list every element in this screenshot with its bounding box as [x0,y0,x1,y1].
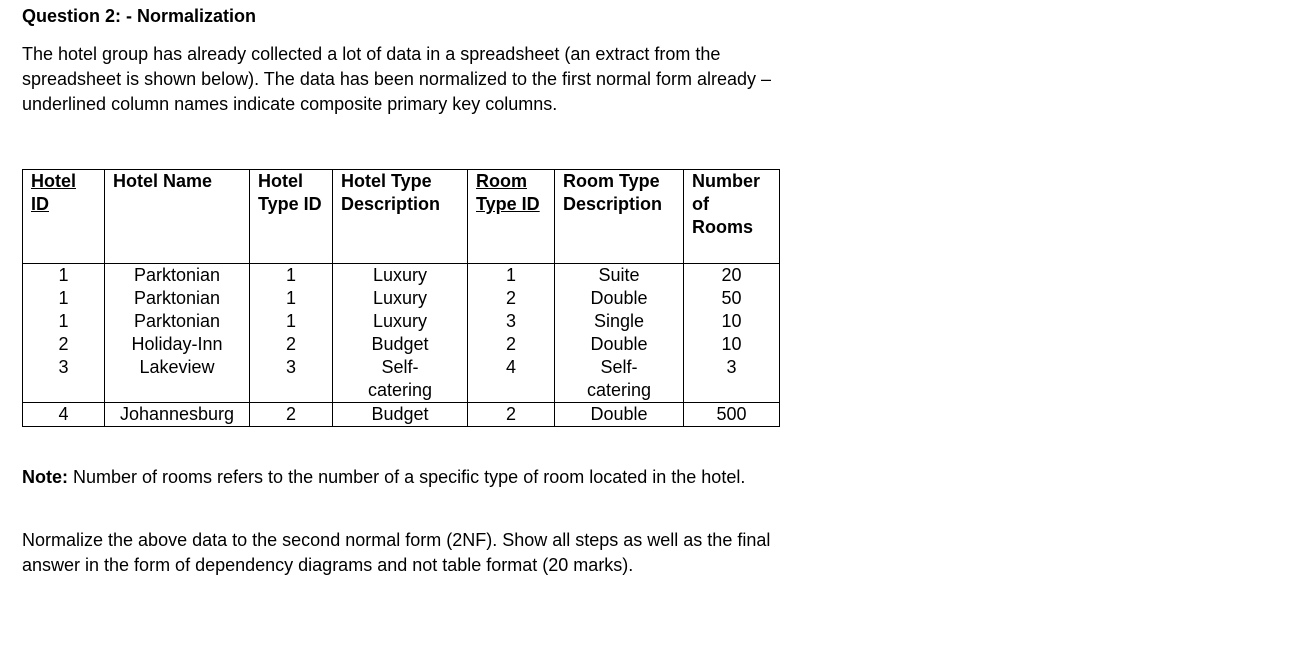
cell-hotel-type-description: Luxury [333,287,468,310]
hotel-data-table [22,169,780,427]
cell-hotel-id: 2 [23,333,105,356]
cell-room-type-id: 2 [468,287,555,310]
cell-room-type-description: Suite [555,264,684,288]
cell-number-of-rooms: 50 [684,287,780,310]
cell-hotel-id: 1 [23,287,105,310]
cell-room-type-description: Single [555,310,684,333]
cell-hotel-type-description: Budget [333,403,468,427]
cell-room-type-id: 2 [468,333,555,356]
col-header-room-type-id: Room Type ID [468,170,555,264]
cell-number-of-rooms: 10 [684,333,780,356]
cell-number-of-rooms: 500 [684,403,780,427]
cell-number-of-rooms: 10 [684,310,780,333]
cell-hotel-type-description: Luxury [333,264,468,288]
cell-hotel-name: Holiday-Inn [105,333,250,356]
cell-hotel-id: 1 [23,310,105,333]
task-paragraph: Normalize the above data to the second normal form (2NF). Show all steps as well as the final answer in the form of dependency diagrams and not table format (20 marks). [22,530,771,575]
col-header-hotel-type-description: Hotel Type Description [333,170,468,264]
note-label: Note: [22,467,68,487]
table-row [23,403,780,427]
question-heading: Question 2: - Normalization [22,6,257,26]
table-row [23,310,780,333]
cell-hotel-name: Parktonian [105,310,250,333]
cell-hotel-id: 1 [23,264,105,288]
cell-hotel-type-description: Budget [333,333,468,356]
table-row [23,333,780,356]
note-text: Number of rooms refers to the number of a specific type of room located in the hotel. [68,467,746,487]
cell-room-type-id: 2 [468,403,555,427]
cell-room-type-description: Double [555,333,684,356]
col-header-hotel-type-id: Hotel Type ID [250,170,333,264]
cell-number-of-rooms: 20 [684,264,780,288]
cell-hotel-type-id: 1 [250,264,333,288]
cell-hotel-type-id: 2 [250,333,333,356]
col-header-hotel-id: Hotel ID [23,170,105,264]
intro-paragraph: The hotel group has already collected a lot of data in a spreadsheet (an extract from the spreadsheet is shown below). The data has been normalized to the first normal form already – underlined column names indicate composite primary key columns. [22,44,772,114]
cell-room-type-id: 4 [468,356,555,403]
cell-hotel-type-id: 1 [250,287,333,310]
cell-hotel-name: Parktonian [105,264,250,288]
cell-hotel-type-id: 3 [250,356,333,403]
col-header-room-type-description: Room Type Description [555,170,684,264]
table-row [23,264,780,288]
table-header-row [23,170,780,264]
cell-room-type-id: 1 [468,264,555,288]
cell-hotel-type-id: 2 [250,403,333,427]
cell-number-of-rooms: 3 [684,356,780,403]
col-header-hotel-name: Hotel Name [105,170,250,264]
table-row [23,356,780,403]
cell-room-type-description: Double [555,403,684,427]
cell-hotel-type-id: 1 [250,310,333,333]
cell-room-type-description: Self-catering [555,356,684,403]
cell-hotel-name: Lakeview [105,356,250,403]
col-header-number-of-rooms: Number of Rooms [684,170,780,264]
cell-hotel-name: Johannesburg [105,403,250,427]
cell-hotel-id: 3 [23,356,105,403]
table-row [23,287,780,310]
cell-hotel-type-description: Luxury [333,310,468,333]
cell-room-type-description: Double [555,287,684,310]
note-paragraph [22,465,782,490]
cell-hotel-type-description: Self-catering [333,356,468,403]
cell-room-type-id: 3 [468,310,555,333]
cell-hotel-name: Parktonian [105,287,250,310]
cell-hotel-id: 4 [23,403,105,427]
